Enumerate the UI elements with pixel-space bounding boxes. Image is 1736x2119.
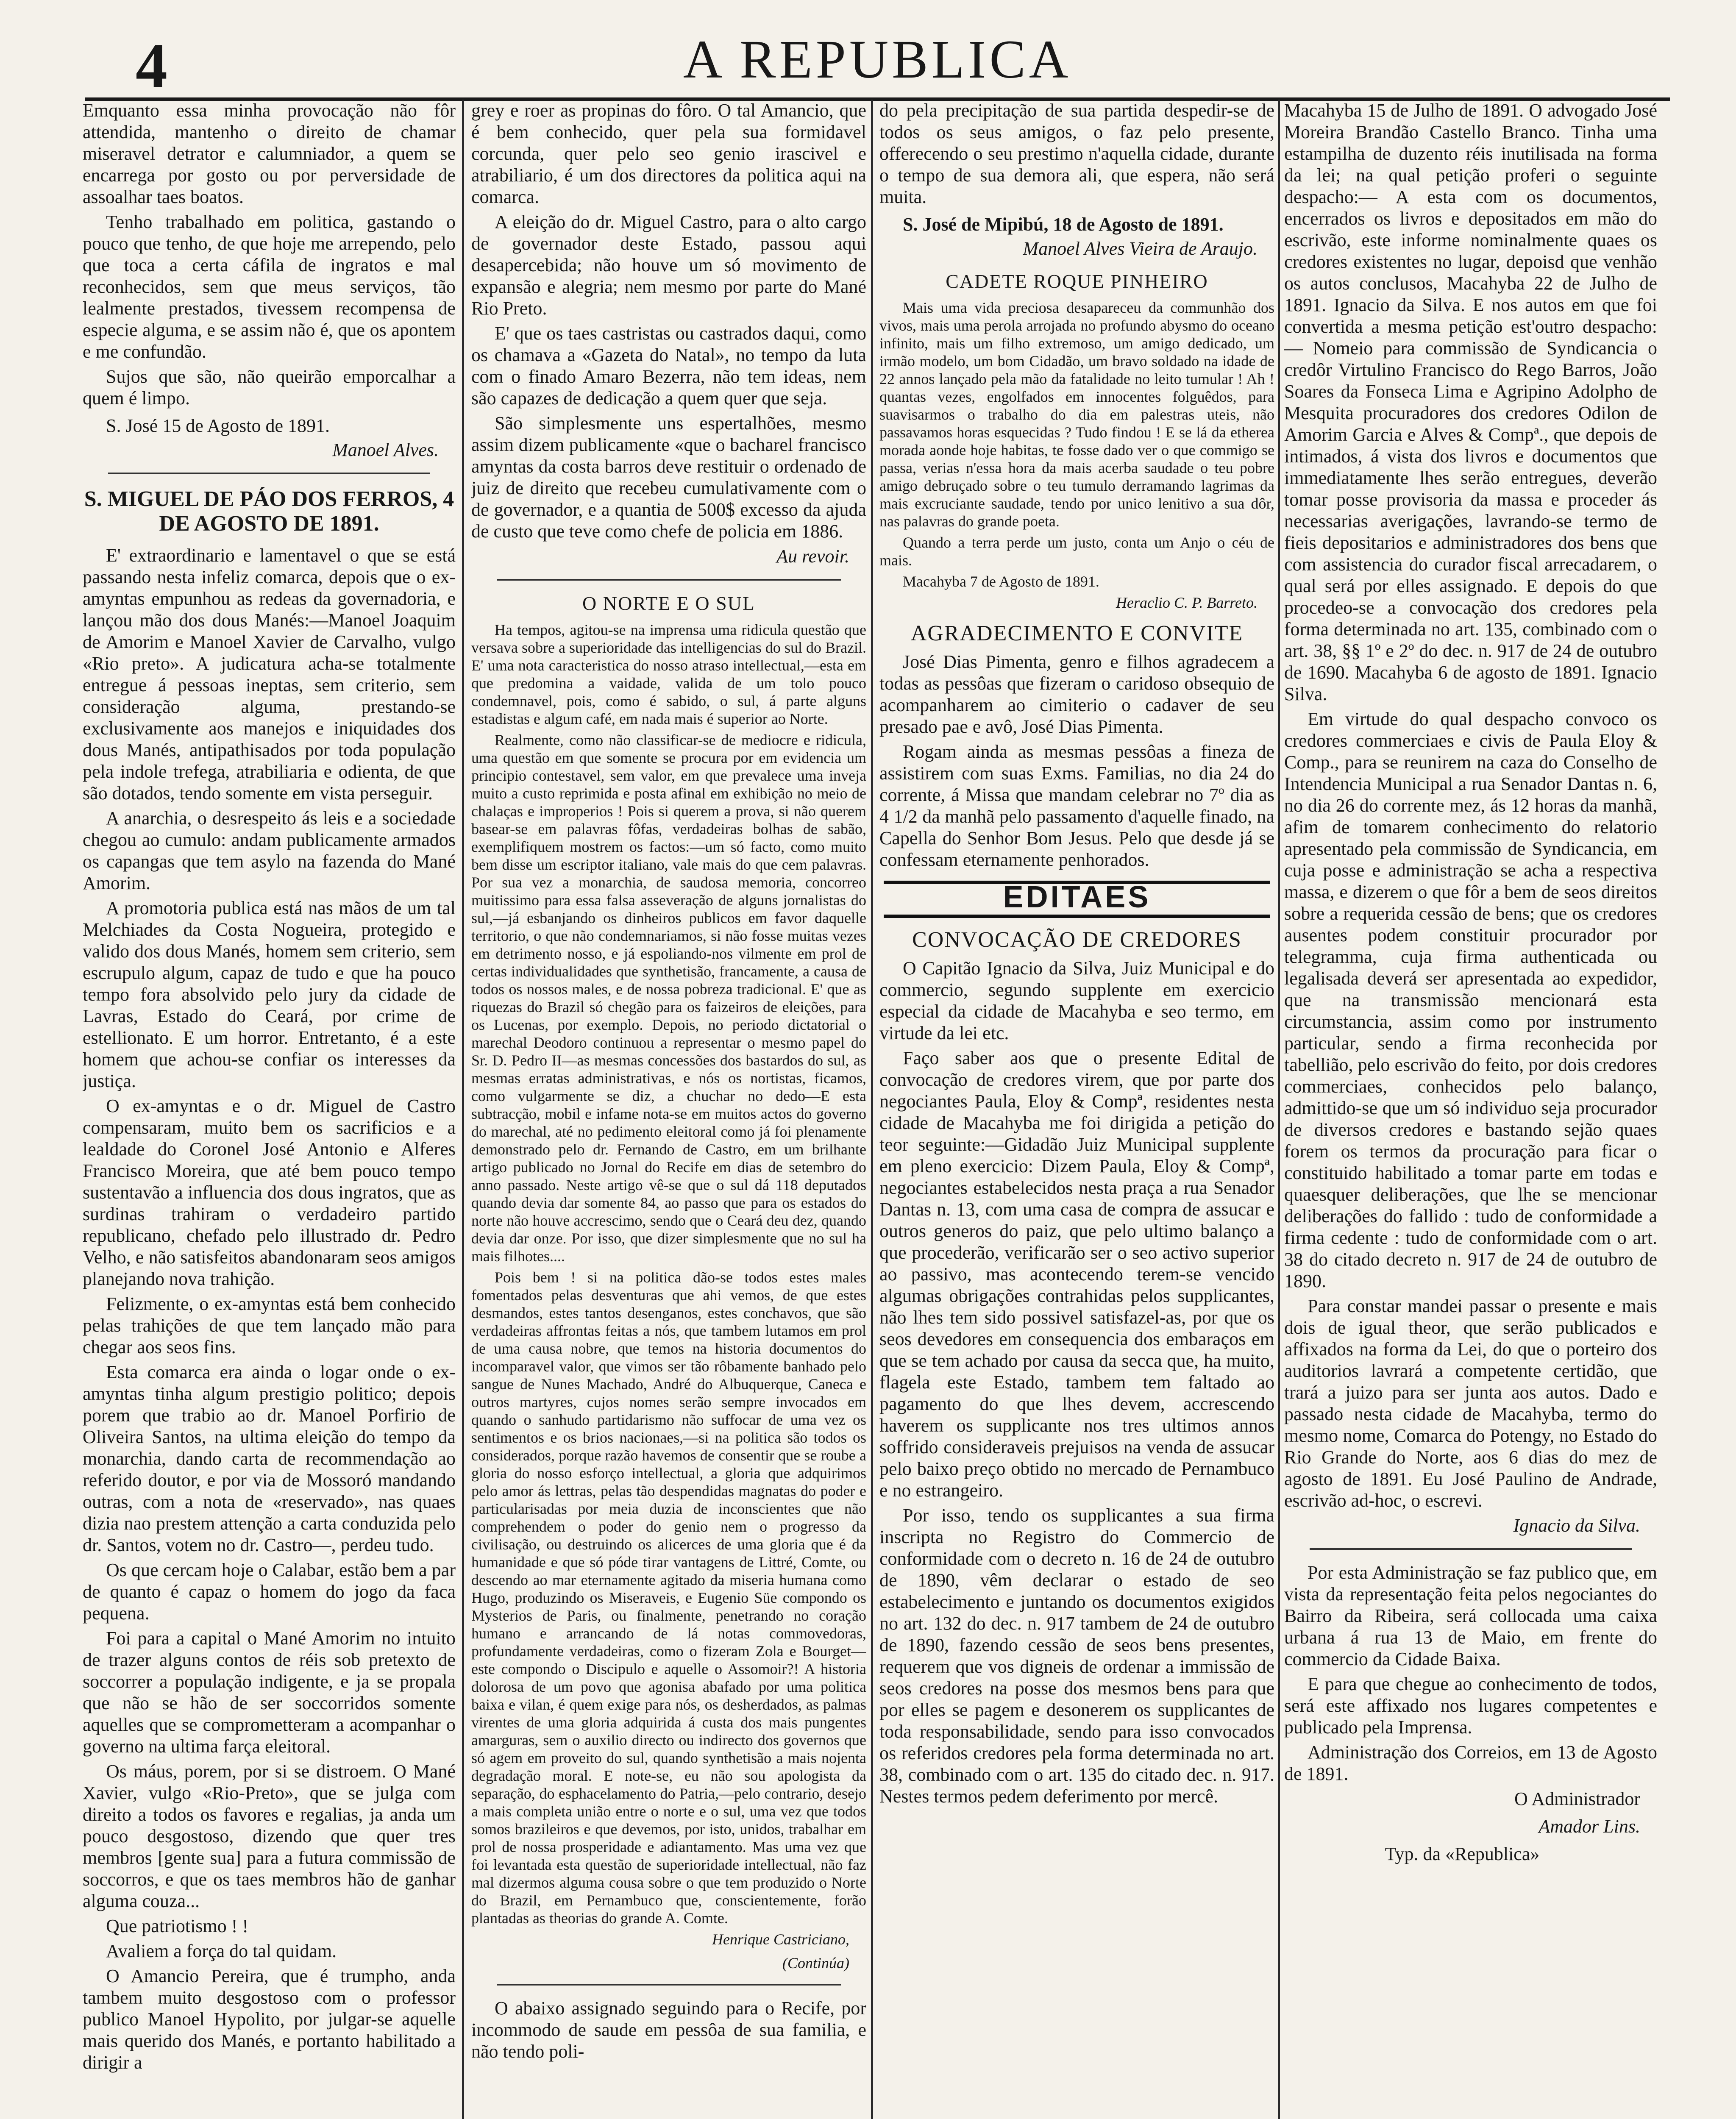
column-2: [471, 100, 866, 2119]
column-rule: [871, 100, 873, 2119]
paragraph: Administração dos Correios, em 13 de Agosto de 1891.: [1284, 1742, 1657, 1784]
paragraph: José Dias Pimenta, genro e filhos agradecem a todas as pessôas que fizeram o caridoso obsequio de acompanharem ao cimiterio o cadaver de seu presado pae e avô, José Dias Pimenta.: [879, 651, 1274, 737]
paragraph: Rogam ainda as mesmas pessôas a fineza de assistirem com suas Exms. Familias, no dia 24 do corrente, á Missa que mandam celebrar no 7º dia as 4 1/2 da manhã pelo passamento d'aquelle finado, na Capella do Senhor Bom Jesus. Pelo que desde já se confessam eternamente penhorados.: [879, 741, 1274, 870]
column-4: [1284, 100, 1657, 2119]
signature: Au revoir.: [776, 546, 849, 567]
paragraph: Que patriotismo ! !: [106, 1916, 249, 1936]
paragraph: Em virtude do qual despacho convoco os credores commerciaes e civis de Paula Eloy & Comp., para se reunirem na caza do Conselho de Intendencia Municipal a rua Senador Dantas n. 6, no dia 26 do corrente mez, ás 12 horas da manhã, afim de tomarem conhecimento do relatorio apresentado pela commissão de Syndicancia, em cuja posse e administração se acha a respectiva massa, e dizerem o que fôr a bem de seos direitos sobre a requerida cessão de bens; que os credores ausentes podem constituir procurador por telegramma, cuja firma authenticada ou legalisada deverá ser apresentada ao expedidor, que na transmissão mencionará esta circumstancia, assim como por instrumento particular, sendo a firma reconhecida por tabellião, pelo escrivão do feito, por dois credores commerciaes, conhecidos pelo balanço, admittido-se que um só individuo seja procurador de diversos credores e bastando sejão quaes forem os termos da procuração para ficar o constituido habilitado a tomar parte em todas e quaesquer deliberações, que lhe se mencionar deliberações do fallido : tudo de conformidade a firma cedente : tudo de conformidade com o art. 38 do citado decreto n. 917 de 24 de outubro de 1890.: [1284, 709, 1657, 1291]
column-1: [83, 100, 456, 2119]
signature: Henrique Castriciano,: [712, 1931, 849, 1948]
paragraph: Os máus, porem, por si se distroem. O Mané Xavier, vulgo «Rio-Preto», que se julga com direito a todos os favores e regalias, ja anda um pouco desgostoso, dizendo que quer tres membros [gente sua] para a futura commissão de soccorros, e que os taes membros hão de ganhar alguma couza...: [83, 1761, 456, 1911]
paragraph: Por esta Administração se faz publico que, em vista da representação feita pelos negociantes do Bairro da Ribeira, será collocada uma caixa urbana á rua 13 de Maio, em frente do commercio da Cidade Baixa.: [1284, 1562, 1657, 1669]
paragraph: Esta comarca era ainda o logar onde o ex-amyntas tinha algum prestigio politico; depois porem que trabio ao dr. Manoel Porfirio de Oliveira Santos, na ultima eleição do tempo da monarchia, dando carta de recommendação ao referido doutor, e por via de Mossoró mandando outras, com a nota de «reservado», nas quaes dizia nao prestem attenção a carta conduzida pelo dr. Santos, votem no dr. Castro—, perdeu tudo.: [83, 1362, 456, 1555]
dateline: S. José 15 de Agosto de 1891.: [106, 415, 330, 436]
signature: Manoel Alves Vieira de Araujo.: [1023, 238, 1257, 259]
paragraph: E' que os taes castristas ou castrados daqui, como os chamava a «Gazeta do Natal», no tempo da luta com o finado Amaro Bezerra, não tem ideas, nem são capazes de dedicação a quem quer que seja.: [471, 323, 866, 409]
paragraph: Tenho trabalhado em politica, gastando o pouco que tenho, de que hoje me arrependo, pelo que toca a certa cáfila de ingratos e mal reconhecidos, sem que meus serviços, tão lealmente prestados, tivessem recompensa de especie alguma, e se assim não é, que os apontem e me confundão.: [83, 211, 456, 362]
article-heading: O NORTE E O SUL: [582, 592, 755, 614]
paragraph: A anarchia, o desrespeito ás leis e a sociedade chegou ao cumulo: andam publicamente armados os capangas que tem asylo na fazenda do Mané Amorim.: [83, 808, 456, 893]
dateline: S. José de Mipibú, 18 de Agosto de 1891.: [903, 214, 1224, 235]
signature-title: O Administrador: [1514, 1788, 1640, 1809]
masthead-title: A REPUBLICA: [683, 29, 1072, 89]
paragraph: Por isso, tendo os supplicantes a sua firma inscripta no Registro do Commercio de conformidade com o decreto n. 16 de 24 de outubro de 1890, vêm declarar o estado de seo estabelecimento e juntando os documentos exigidos no art. 132 do dec. n. 917 tambem de 24 de outubro de 1890, fazendo cessão de seos bens presentes, requerem que vos digneis de ordenar a immissão de seos credores na posse dos mesmos bens para que por elles se pagem e desonerem os supplicantes de toda responsabilidade, sendo para isso convocados os referidos credores pela forma determinada no art. 38, combinado com o art. 135 do citado dec. n. 917. Nestes termos pedem deferimento por mercê.: [879, 1505, 1274, 1807]
column-rule: [462, 100, 464, 2119]
paragraph: Foi para a capital o Mané Amorim no intuito de trazer alguns contos de réis sob pretexto de soccorrer a população indigente, e ja se propala que não se hão de ser soccorridos somente aquelles que se comprometteram a acompanhar o governo na ultima farça eleitoral.: [83, 1628, 456, 1757]
signature: Amador Lins.: [1538, 1816, 1640, 1837]
separator: [497, 579, 841, 581]
separator: [1310, 1548, 1632, 1550]
article-heading: CADETE ROQUE PINHEIRO: [946, 270, 1208, 292]
paragraph: Avaliem a força do tal quidam.: [106, 1941, 337, 1961]
paragraph: Felizmente, o ex-amyntas está bem conhecido pelas trahições de que tem lançado mão para chegar aos seos fins.: [83, 1293, 456, 1357]
article-heading: CONVOCAÇÃO DE CREDORES: [912, 928, 1242, 952]
paragraph: A eleição do dr. Miguel Castro, para o alto cargo de governador deste Estado, passou aqui desapercebida; não houve um só movimento de expansão e alegria; nem mesmo por parte do Mané Rio Preto.: [471, 211, 866, 319]
article-heading: AGRADECIMENTO E CONVITE: [910, 621, 1244, 645]
printer-credit: Typ. da «Republica»: [1385, 1844, 1540, 1864]
column-3: [879, 100, 1274, 2119]
column-rule: [1278, 100, 1280, 2119]
paragraph: E para que chegue ao conhecimento de todos, será este affixado nos lugares competentes e publicado pela Imprensa.: [1284, 1674, 1657, 1738]
paragraph: O abaixo assignado seguindo para o Recife, por incommodo de saude em pessôa de sua familia, e não tendo poli-: [471, 1998, 866, 2062]
paragraph: Faço saber aos que o presente Edital de convocação de credores virem, que por parte dos negociantes Paula, Eloy & Compª, residentes nesta cidade de Macahyba me foi dirigida a petição do teor seguinte:—Gidadão Juiz Municipal supplente em pleno exercicio: Dizem Paula, Eloy & Compª, negociantes estabelecidos nesta praça a rua Senador Dantas n. 13, com uma casa de compra de assucar e outros generos do paiz, que pelo ultimo balanço a que procederão, verificarão ser o seo activo superior ao passivo, mas acontecendo terem-se vencido algumas obrigações contrahidas pelos supplicantes, não lhes tem sido possivel satisfazel-as, por que os seos devedores em consequencia dos embaraços em que se tem achado por causa da secca que, ha muito, flagela este Estado, tambem tem faltado ao pagamento do que lhes devem, accrescendo haverem os supplicante nos tres ultimos annos soffrido consideraveis prejuisos na venda de assucar pelo baixo preço obtido no mercado de Pernambuco e no estrangeiro.: [879, 1048, 1274, 1501]
paragraph: Pois bem ! si na politica dão-se todos estes males fomentados pelas desventuras que ahi vemos, de que estes desmandos, estes tantos desenganos, estes conchavos, que são verdadeiras affrontas feitas a nós, que tambem lutamos em prol de uma causa nobre, que temos na historia documentos do incomparavel valor, que vimos ser tão rôbamente banhado pelo sangue de Nunes Machado, André do Albuquerque, Caneca e outros martyres, cujos nomes serão sempre invocados em quando o sanhudo partidarismo não suffocar de uma vez os sentimentos e os brios nacionaes,—si na politica são todos os considerados, porque razão havemos de consentir que se roube a gloria do nosso esforço intellectual, a gloria que adquirimos pelo amor ás lettras, pelas tão despendidas magnatas do poder e particularisadas por meia duzia de inconscientes que não comprehendem o poder do genio nem o progresso da civilisação, ou destruindo os alicerces de uma gloria que é da humanidade e que só póde tirar vantagens de Littré, Comte, ou descendo ao mar eternamente agitado da miseria humana como Hugo, produzindo os Miseraveis, e Eugenio Süe compondo os Mysterios de Paris, ou finalmente, penetrando no coração humano e arrancando de lá notas commovedoras, profundamente verdadeiras, como o fizeram Zola e Bourget—este compondo o Discipulo e aquelle o Assomoir?! A historia dolorosa de um povo que agonisa abafado por uma politica baixa e vilan, é quem exige para nós, os desherdados, as palmas virentes de uma gloria adquirida á custa dos mais pungentes amarguras, sem o auxilio directo ou indirecto dos governos que só agem em proveito do sul, quando synthetisão a mais nojenta degradação moral. E note-se, eu não sou apologista da separação, do esphacelamento do Patria,—pelo contrario, desejo a mais completa união entre o norte e o sul, uma vez que todos somos brazileiros e que devemos, por isto, unidos, trabalhar em prol de nossa prosperidade e adiantamento. Mas uma vez que foi levantada esta questão de superioridade intellectual, não faz mal dizermos alguma cousa sobre o que tem produzido o Norte do Brazil, em Pernambuco que, conscientemente, forão plantadas as theorias do grande A. Comte.: [471, 1269, 866, 1927]
paragraph: Mais uma vida preciosa desapareceu da communhão dos vivos, mais uma perola arrojada no profundo abysmo do oceano infinito, mais um filho extremoso, um amigo dedicado, um irmão modelo, um bom Cidadão, um bravo soldado na idade de 22 annos lançado pela mão da fatalidade no leito tumular ! Ah ! quantas vezes, engolfados em innocentes folguêdos, para suavisarmos o trabalho do dia em palestras uteis, não passavamos horas esquecidas ? Tudo findou ! E se lá da etherea morada aonde hoje habitas, te fosse dado ver o que commigo se passa, verias n'essa hora da mais acerba saudade o teu pobre amigo debruçado sobre o teu tumulo derramando lagrimas da mais excruciante saudade, tendo por unico lenitivo a sua dôr, nas palavras do grande poeta.: [879, 299, 1274, 530]
paragraph: Realmente, como não classificar-se de mediocre e ridicula, uma questão em que somente se procura por em evidencia um principio contestavel, sem valor, em que prevalece uma inveja muito a custo reprimida e posta afinal em exhibição no meio de chalaças e improperios ! Pois si querem a prova, si não querem basear-se em palavras fôfas, verdadeiras bolhas de sabão, exemplifiquem mostrem os factos:—um só facto, como muito bem disse um escriptor italiano, vale mais do que cem palavras. Por sua vez a monarchia, de saudosa memoria, concorreo muitissimo para essa falsa asseveração de alguns jornalistas do sul,—já esbanjando os dinheiros publicos em favor daquelle territorio, o que não condemnariamos, si não fosse muitas vezes em detrimento nosso, e já espoliando-nos vilmente em prol de certas individualidades que synthetisão, francamente, a causa de todos os nossos males, e de nossa pobreza tradicional. E' que as riquezas do Brazil só chegão para os faizeiros de eleições, para os Lucenas, por exemplo. Depois, no periodo dictatorial o marechal Deodoro continuou a representar o mesmo papel do Sr. D. Pedro II—as mesmas concessões dos bastardos do sul, as mesmas erratas administrativas, e nós os nortistas, ficamos, como vulgarmente se diz, a chuchar no dedo—E esta subtracção, mobil e infame nota-se em muitos actos do governo do marechal, até no pedimento eleitoral como já foi plenamente demonstrado pelo dr. Fernando de Castro, em um brilhante artigo publicado no Jornal do Recife em dias de setembro do anno passado. Neste artigo vê-se que o sul dá 118 deputados quando devia dar somente 84, ao passo que para os estados do norte não houve accrescimo, sendo que o Ceará deu dez, quando devia dar onze. Por isso, que dizer simplesmente que no sul ha mais filhotes....: [471, 731, 866, 1265]
signature: Heraclio C. P. Barreto.: [1116, 594, 1257, 611]
article-heading: S. MIGUEL DE PÁO DOS FERROS, 4 DE AGOSTO DE 1891.: [84, 487, 454, 536]
paragraph: Ha tempos, agitou-se na imprensa uma ridicula questão que versava sobre a superioridade das intelligencias do sul do Brazil. E' uma nota caracteristica do nosso atraso intellectual,—esta em que predomina a vaidade, valida de um tolo pouco condemnavel, pois, como é sabido, o sul, á parte alguns estadistas e algum café, em nada mais é superior ao Norte.: [471, 621, 866, 727]
page-number: 4: [136, 31, 167, 101]
continuation-note: (Continúa): [782, 1955, 849, 1972]
paragraph: Os que cercam hoje o Calabar, estão bem a par de quanto é capaz o homem do jogo da faca pequena.: [83, 1560, 456, 1624]
paragraph: grey e roer as propinas do fôro. O tal Amancio, que é bem conhecido, quer pela sua formidavel corcunda, quer pelo seo genio irascivel e atrabiliario, é um dos directores da politica aqui na comarca.: [471, 100, 866, 207]
signature: Ignacio da Silva.: [1513, 1515, 1640, 1536]
paragraph: Emquanto essa minha provocação não fôr attendida, mantenho o direito de chamar miseravel detrator e calumniador, a quem se encarrega por gosto ou por perversidade de assoalhar taes boatos.: [83, 100, 456, 207]
paragraph: Quando a terra perde um justo, conta um Anjo o céu de mais.: [879, 534, 1274, 569]
paragraph: O Amancio Pereira, que é trumpho, anda tambem muito desgostoso com o professor publico Manoel Hypolito, por julgar-se aquelle mais querido dos Manés, e portanto habilitado a dirigir a: [83, 1966, 456, 2073]
paragraph: Macahyba 7 de Agosto de 1891.: [903, 573, 1099, 590]
separator: [497, 1984, 841, 1986]
paragraph: A promotoria publica está nas mãos de um tal Melchiades da Costa Nogueira, protegido e valido dos dous Manés, homem sem criterio, sem escrupulo algum, capaz de tudo e que ha pouco tempo fora absolvido pelo jury da cidade de Lavras, Estado do Ceará, por crime de estellionato. E um horror. Entretanto, é a este homem que achou-se confiar os interesses da justiça.: [83, 898, 456, 1091]
paragraph: do pela precipitação de sua partida despedir-se de todos os seus amigos, o faz pelo presente, offerecendo o seu prestimo n'aquella cidade, durante o tempo de sua demora ali, que espera, não será muita.: [879, 100, 1274, 207]
paragraph: O ex-amyntas e o dr. Miguel de Castro compensaram, muito bem os sacrificios e a lealdade do Coronel José Antonio e Alferes Francisco Moreira, que até bem pouco tempo sustentavão a influencia dos dous ingratos, que as surdinas trahiram o verdadeiro partido republicano, chefado pelo illustrado dr. Pedro Velho, e não satisfeitos abandonaram seos amigos planejando nova trahição.: [83, 1096, 456, 1289]
separator: [108, 473, 430, 474]
paragraph: Para constar mandei passar o presente e mais dois de igual theor, que serão publicados e affixados na forma da Lei, do que o porteiro dos auditorios lavrará a competente certidão, que trará a juizo para ser junta aos autos. Dado e passado nesta cidade de Macahyba, termo do mesmo nome, Comarca do Potengy, no Estado do Rio Grande do Norte, aos 6 dias do mez de agosto de 1891. Eu José Paulino de Andrade, escrivão ad-hoc, o escrevi.: [1284, 1296, 1657, 1511]
paragraph: Sujos que são, não queirão emporcalhar a quem é limpo.: [83, 366, 456, 409]
paragraph: O Capitão Ignacio da Silva, Juiz Municipal e do commercio, segundo supplente em exercicio especial da cidade de Macahyba e seo termo, em virtude da lei etc.: [879, 958, 1274, 1043]
paragraph: Macahyba 15 de Julho de 1891. O advogado José Moreira Brandão Castello Branco. Tinha uma estampilha de duzento réis inutilisada na forma da lei; na qual petição proferi o seguinte despacho:— A esta com os documentos, encerrados os livros e depositados em mão do escrivão, este informe nominalmente quaes os credores existentes no lugar, depoisd que venhão os autos conclusos, Macahyba 22 de Julho de 1891. Ignacio da Silva. E nos autos em que foi convertida a mesma petição est'outro despacho: — Nomeio para commissão de Syndicancia o credôr Virtulino Francisco do Rego Barros, João Soares da Fonseca Lima e Agripino Adolpho de Mesquita procuradores dos credores Odilon de Amorim Garcia e Alves & Compª., que depois de intimados, á vista dos livros e documentos que immediatamente lhes serão entregues, deverão tomar posse provisoria da massa e proceder ás necessarias averigações, lavrando-se termo de fieis depositarios e administradores dos bens que com assistencia do curador fiscal arrecadarem, o qual será por elles assignado. E depois do que procedeo-se a convocação dos credores pela forma determinada no art. 135, combinado com o art. 38, §§ 1º e 2º do dec. n. 917 de 24 de outubro de 1690. Macahyba 6 de agosto de 1891. Ignacio Silva.: [1284, 100, 1657, 704]
signature: Manoel Alves.: [332, 439, 439, 460]
section-title: EDITAES: [1003, 880, 1151, 914]
paragraph: São simplesmente uns espertalhões, mesmo assim dizem publicamente «que o bacharel francisco amyntas da costa barros deve restituir o ordenado de juiz de direito que recebeu cumulativamente com o de governador, e a quantia de 500$ excesso da ajuda de custo que teve como chefe de policia em 1886.: [471, 413, 866, 542]
paragraph: E' extraordinario e lamentavel o que se está passando nesta infeliz comarca, depois que o ex-amyntas empunhou as redeas da governadoria, e lançou mão dos dous Manés:—Manoel Joaquim de Amorim e Manoel Xavier de Carvalho, vulgo «Rio preto». A judicatura acha-se totalmente entregue á pessoas ineptas, sem criterio, sem consideração alguma, prestando-se exclusivamente aos manejos e iniquidades dos dous Manés, antipathisados por toda população pela indole trefega, atrabiliaria e odienta, de que são dotados, tendo somente em vista perseguir.: [83, 545, 456, 804]
page-header: [85, 21, 1670, 101]
section-banner: [884, 881, 1270, 918]
